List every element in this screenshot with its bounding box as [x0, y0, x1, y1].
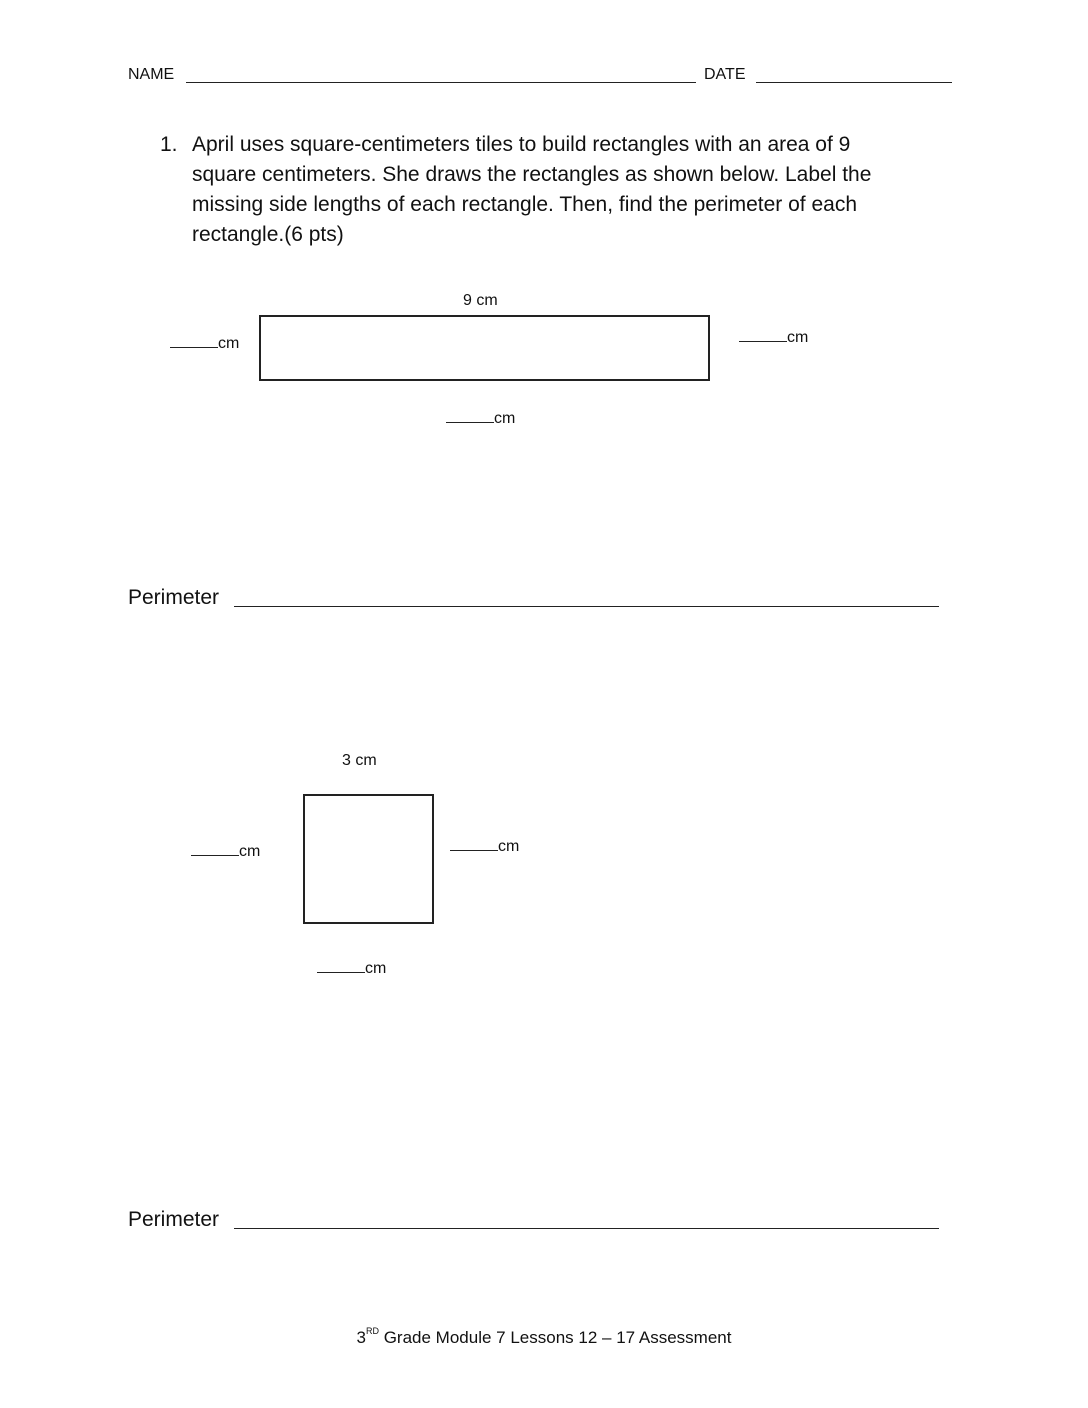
- rect1-right-answer[interactable]: [739, 327, 808, 347]
- rect1-top-label: 9 cm: [463, 292, 498, 309]
- perimeter-1-label: Perimeter: [128, 586, 220, 609]
- rect2-bottom-answer[interactable]: [317, 958, 386, 978]
- unit-label: cm: [365, 960, 387, 977]
- unit-label: cm: [494, 410, 516, 427]
- unit-label: cm: [498, 838, 520, 855]
- rect1-bottom-answer[interactable]: [446, 408, 515, 428]
- rect2-left-answer[interactable]: [191, 841, 260, 861]
- page-footer: [0, 1320, 1088, 1349]
- question-text: [192, 130, 962, 250]
- answer-blank[interactable]: [317, 958, 365, 973]
- unit-label: cm: [218, 335, 240, 352]
- footer-text: Grade Module 7 Lessons 12 – 17 Assessment: [378, 1328, 732, 1347]
- question-line: missing side lengths of each rectangle. Then, find the perimeter of each: [192, 193, 857, 216]
- perimeter-2-label: Perimeter: [128, 1208, 220, 1231]
- question-line: square centimeters. She draws the rectangles as shown below. Label the: [192, 163, 872, 186]
- name-label: NAME: [128, 66, 175, 83]
- answer-blank[interactable]: [739, 327, 787, 342]
- rect2-top-label: 3 cm: [342, 752, 377, 769]
- perimeter-2-answer-line[interactable]: [234, 1228, 939, 1229]
- question-line: April uses square-centimeters tiles to build rectangles with an area of 9: [192, 133, 851, 156]
- square-3x3: [303, 794, 434, 924]
- answer-blank[interactable]: [450, 836, 498, 851]
- question-line: rectangle.(6 pts): [192, 223, 344, 246]
- footer-grade-number: 3: [356, 1328, 366, 1347]
- answer-blank[interactable]: [170, 333, 218, 348]
- question-number: 1.: [160, 133, 178, 156]
- rectangle-9x1: [259, 315, 710, 381]
- date-field-line[interactable]: [756, 82, 952, 83]
- perimeter-1-answer-line[interactable]: [234, 606, 939, 607]
- footer-grade-suffix: RD: [365, 1326, 379, 1336]
- date-label: DATE: [704, 66, 746, 83]
- answer-blank[interactable]: [446, 408, 494, 423]
- unit-label: cm: [787, 329, 809, 346]
- unit-label: cm: [239, 843, 261, 860]
- name-field-line[interactable]: [186, 82, 696, 83]
- rect2-right-answer[interactable]: [450, 836, 519, 856]
- rect1-left-answer[interactable]: [170, 333, 239, 353]
- answer-blank[interactable]: [191, 841, 239, 856]
